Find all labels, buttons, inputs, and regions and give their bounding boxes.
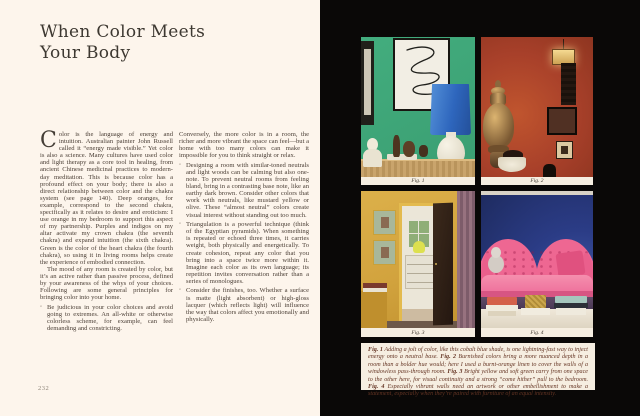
fig3-label: Fig. 3 <box>411 329 425 336</box>
fig3-window-mullion <box>409 233 429 234</box>
caption-fig2-label: Fig. 2 <box>440 354 457 361</box>
fig1-photo-green-room <box>361 37 475 177</box>
fig1-figurine <box>403 141 415 157</box>
bullet-marker: ◦ <box>179 161 182 168</box>
fig3-frame-top-art <box>381 217 389 228</box>
page-title-line2: Your Body <box>40 43 131 63</box>
caption-fig1-text: Adding a jolt of color, like this cobalt blue shade, is one lightning-fast way to inject energy onto a neutral base. <box>368 347 588 361</box>
fig3-white-dresser <box>405 255 435 289</box>
fig2-dark-object <box>543 164 556 177</box>
caption-fig4-text: Especially vibrant walls need an artwork or other embellishment to make a statement, especially when they’re paired with furniture of an equal intensity. <box>368 384 588 398</box>
figure-1 <box>361 37 475 185</box>
fig4-label-strip <box>481 328 593 337</box>
page-title-line1: When Color Meets <box>40 22 206 42</box>
paragraph-dropcap <box>40 128 173 266</box>
fig4-book-stack-right <box>555 296 587 303</box>
fig3-book-stack <box>363 288 387 292</box>
fig2-photo-rust-room <box>481 37 593 177</box>
fig1-label-strip <box>361 177 475 185</box>
fig3-door-knob <box>435 263 437 265</box>
bullet-marker: ◦ <box>40 303 43 310</box>
page-title <box>40 22 205 64</box>
fig4-book-stack-left <box>488 311 516 316</box>
figure-4 <box>481 191 593 337</box>
fig1-blue-lamp-shade <box>430 84 471 135</box>
figure-3 <box>361 191 475 337</box>
text-column-2 <box>179 131 309 332</box>
right-page <box>320 0 640 416</box>
paragraph-text: olor is the language of energy and intuition. Australian painter John Russell called it “energy made visible.” Yet color is also a science. Many cultures have used color and light therapy as a core tool in healing, from ancient Chinese medicinal practices to modern-day meditation. This is because color has a profound effect on your body; there is also a direct relationship between color and the chakra system (see page 140). Deep oranges, for example, correspond to the second chakra, specifically as it relates to desire and eroticism: I use orange in my bedroom to support this aspect of my partnership. Purples and indigos on my altar activate my crown chakra (the seventh chakra) and expand intuition (the sixth chakra). Green is the color of the heart chakra (the fourth chakra), so using it in living rooms helps create the experience of embodied connection. <box>40 131 173 266</box>
fig2-label-strip <box>481 177 593 185</box>
bullet-item <box>179 221 309 285</box>
fig3-plum-curtain <box>457 191 475 328</box>
bullet-text: Designing a room with similar-toned neutrals and light woods can be calming but also one-note. To prevent neutral rooms from feeling bland, bring in a contrasting base note, like an earthy dark brown. Consider other colors that work with neutrals, like mustard yellow or olive. These “almost neutral” colors create visual interest without standing out too much. <box>186 161 309 219</box>
bullet-marker: ◦ <box>179 221 182 228</box>
fig3-drawer-line <box>407 282 433 283</box>
fig2-white-bowl <box>498 157 526 172</box>
fig1-label: Fig. 1 <box>411 178 425 184</box>
caption-fig2-text: Burnished colors bring a more nuanced depth in a room than a bolder hue would; here I used a burnt-orange linen to cover the walls of a windowless pass-through room. <box>368 354 588 376</box>
fig1-bust-body <box>363 149 382 167</box>
caption-fig3-text: Bright yellow and soft green carry from one space to the other here, for visual continuity and a strong “come hither” pull to the bedroom. <box>368 369 588 383</box>
fig4-book-under-box <box>521 308 550 315</box>
fig4-pink-pillow <box>555 250 585 278</box>
fig1-left-frame-art <box>364 49 371 115</box>
fig2-small-frame-art <box>561 146 568 154</box>
fig2-light-cord <box>563 39 564 49</box>
bullet-item <box>179 287 309 322</box>
fig3-frame-bottom-art <box>381 247 389 258</box>
fig1-figurine <box>393 135 400 157</box>
fig4-book-stack-left <box>487 297 517 305</box>
fig4-label: Fig. 4 <box>530 329 544 336</box>
text-column-1 <box>40 128 173 333</box>
drop-cap: C <box>40 128 57 153</box>
caption-fig3-label: Fig. 3 <box>447 369 463 376</box>
bullet-item <box>179 162 309 219</box>
caption-fig4-label: Fig. 4 <box>368 384 385 391</box>
fig3-yellow-stool <box>361 291 387 328</box>
figure-2 <box>481 37 593 185</box>
fig2-hanging-textile <box>561 63 576 105</box>
bullet-text: Consider the finishes, too. Whether a surface is matte (light absorbent) or high-gloss lacquer (which reflects light) will influence the way that colors affect you emotionally and physically. <box>186 287 309 323</box>
paragraph: The mood of any room is created by color, but it’s an active rather than passive process, defined by your awareness of the whys of your choices. Following are some general principles for bringing color into your home. <box>40 265 173 302</box>
bullet-marker: ◦ <box>179 287 182 294</box>
caption-fig1-label: Fig. 1 <box>368 347 383 353</box>
fig4-photo-blue-room <box>481 191 593 328</box>
bullet-item <box>40 304 173 332</box>
bullet-text: Be judicious in your color choices and avoid going to extremes. An all-white or otherwise colorless scheme, for example, can feel demanding and constricting. <box>47 303 173 333</box>
body-columns <box>40 128 309 333</box>
fig2-framed-art <box>547 107 577 135</box>
fig3-drawer-line <box>407 273 433 274</box>
bullet-text: Triangulation is a powerful technique (think of the Egyptian pyramids). When something is repeated or echoed three times, it carries weight, both physically and energetically. To create cohesion, repeat any color that you bring into a space twice more within it. Imagine each color as its own language; its repetition invites conversation rather than a series of monologues. <box>186 221 309 285</box>
fig3-drawer-line <box>407 264 433 265</box>
fig3-yellow-lamp <box>413 241 425 253</box>
figures-caption-block <box>361 343 595 398</box>
fig2-label: Fig. 2 <box>530 178 544 184</box>
fig4-gold-box <box>525 295 546 308</box>
fig1-figurine <box>419 145 428 157</box>
paragraph: Conversely, the more color is in a room, the richer and more vibrant the space can feel—but a home with too many colors can make it impossible for you to think straight or relax. <box>179 131 309 160</box>
page-number: 232 <box>38 385 50 392</box>
fig4-book-stack-right <box>556 308 586 315</box>
fig2-samovar-body <box>483 103 514 148</box>
fig3-photo-yellow-room <box>361 191 475 328</box>
fig4-plush-bunny-head <box>491 247 501 258</box>
fig3-label-strip <box>361 328 475 337</box>
